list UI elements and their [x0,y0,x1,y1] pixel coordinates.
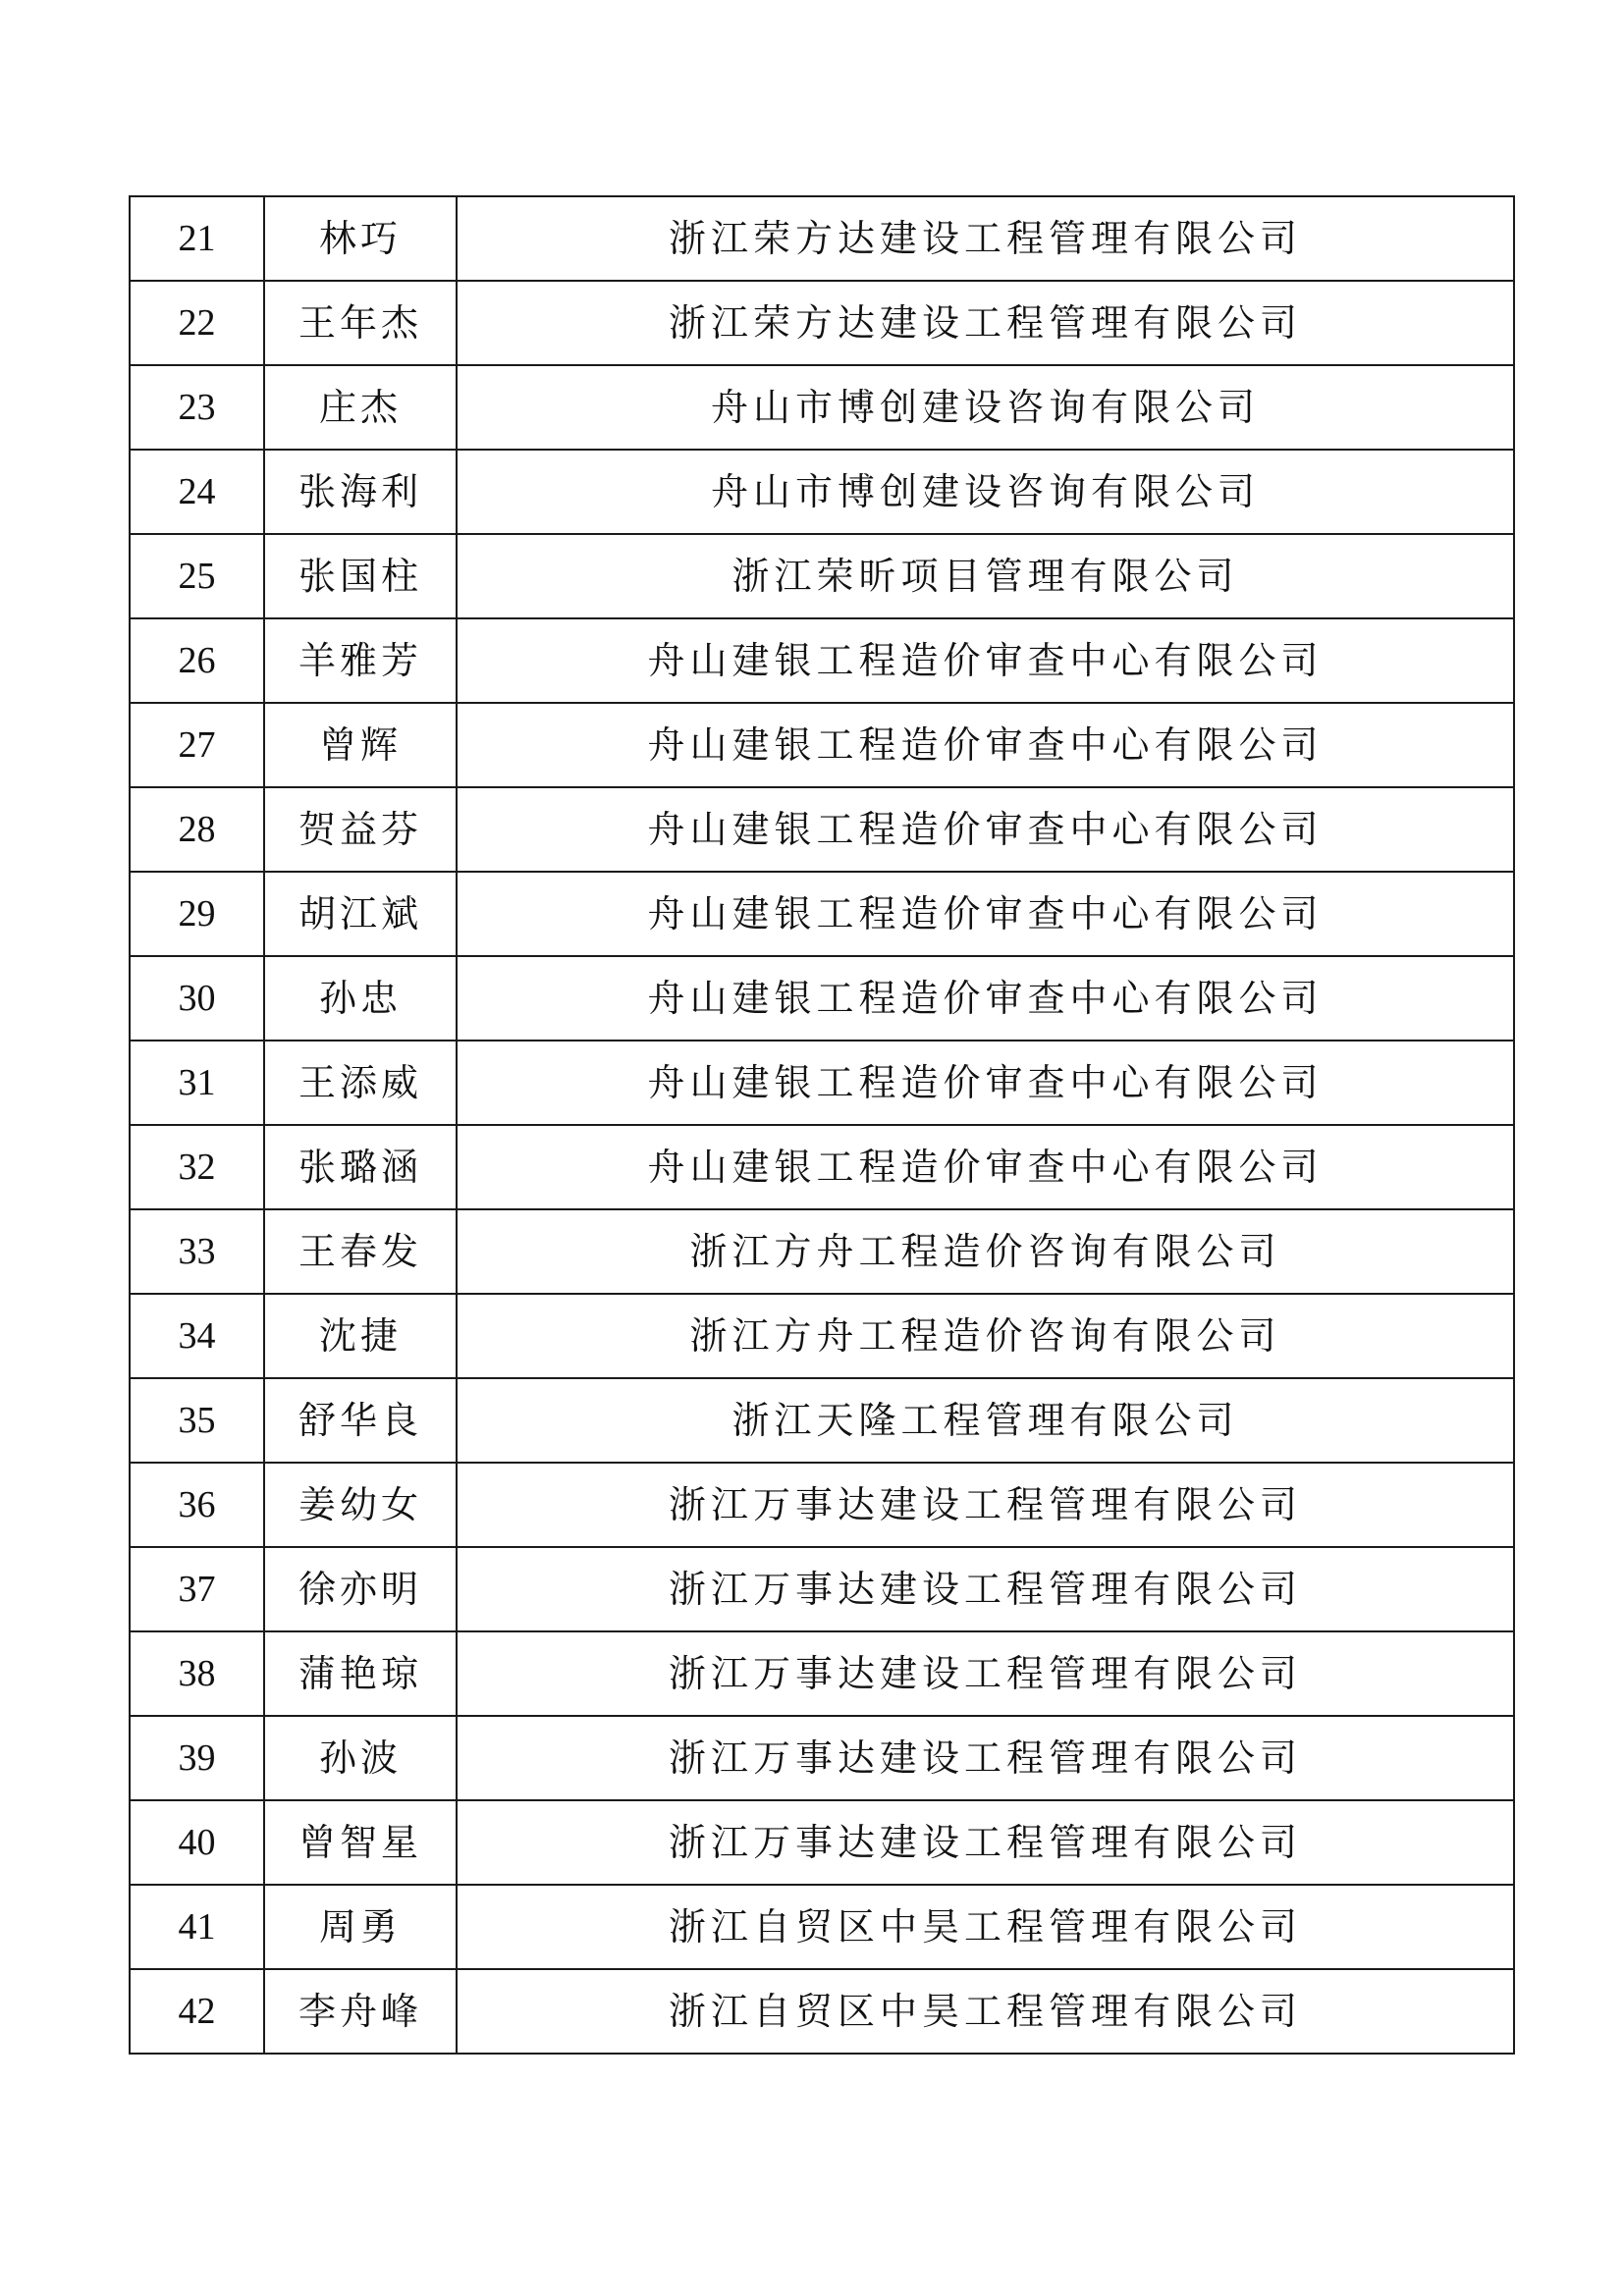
company-name: 舟山建银工程造价审查中心有限公司 [457,956,1514,1041]
table-row [130,1716,1514,1800]
company-name: 浙江荣昕项目管理有限公司 [457,534,1514,618]
company-name: 浙江天隆工程管理有限公司 [457,1378,1514,1463]
company-name: 舟山建银工程造价审查中心有限公司 [457,1125,1514,1209]
row-number: 34 [130,1294,264,1378]
table-row [130,1631,1514,1716]
person-name: 王春发 [264,1209,457,1294]
company-name: 浙江方舟工程造价咨询有限公司 [457,1209,1514,1294]
row-number: 29 [130,872,264,956]
company-name: 浙江万事达建设工程管理有限公司 [457,1463,1514,1547]
company-name: 舟山建银工程造价审查中心有限公司 [457,1041,1514,1125]
table-row [130,1800,1514,1885]
company-name: 浙江自贸区中昊工程管理有限公司 [457,1969,1514,2054]
company-name: 浙江方舟工程造价咨询有限公司 [457,1294,1514,1378]
row-number: 27 [130,703,264,787]
row-number: 24 [130,450,264,534]
row-number: 32 [130,1125,264,1209]
table-row [130,450,1514,534]
row-number: 40 [130,1800,264,1885]
company-name: 浙江荣方达建设工程管理有限公司 [457,281,1514,365]
company-name: 浙江自贸区中昊工程管理有限公司 [457,1885,1514,1969]
row-number: 42 [130,1969,264,2054]
person-name: 孙波 [264,1716,457,1800]
person-name: 沈捷 [264,1294,457,1378]
person-name: 贺益芬 [264,787,457,872]
table-row [130,196,1514,281]
table-row [130,703,1514,787]
company-name: 浙江荣方达建设工程管理有限公司 [457,196,1514,281]
row-number: 38 [130,1631,264,1716]
person-name: 舒华良 [264,1378,457,1463]
person-name: 胡江斌 [264,872,457,956]
row-number: 26 [130,618,264,703]
person-name: 张璐涵 [264,1125,457,1209]
row-number: 35 [130,1378,264,1463]
company-name: 浙江万事达建设工程管理有限公司 [457,1716,1514,1800]
company-name: 舟山市博创建设咨询有限公司 [457,450,1514,534]
person-name: 王添威 [264,1041,457,1125]
person-name: 蒲艳琼 [264,1631,457,1716]
row-number: 33 [130,1209,264,1294]
table-row [130,281,1514,365]
table-row [130,1969,1514,2054]
table-row [130,1041,1514,1125]
row-number: 39 [130,1716,264,1800]
row-number: 36 [130,1463,264,1547]
row-number: 21 [130,196,264,281]
table-row [130,534,1514,618]
person-name: 庄杰 [264,365,457,450]
person-name: 羊雅芳 [264,618,457,703]
row-number: 23 [130,365,264,450]
table-row [130,872,1514,956]
person-name: 徐亦明 [264,1547,457,1631]
table-row [130,1378,1514,1463]
person-name: 孙忠 [264,956,457,1041]
table-row [130,956,1514,1041]
company-name: 舟山建银工程造价审查中心有限公司 [457,787,1514,872]
person-name: 李舟峰 [264,1969,457,2054]
company-name: 舟山建银工程造价审查中心有限公司 [457,618,1514,703]
person-name: 周勇 [264,1885,457,1969]
person-name: 张国柱 [264,534,457,618]
person-name: 曾智星 [264,1800,457,1885]
row-number: 25 [130,534,264,618]
table-row [130,1885,1514,1969]
company-name: 浙江万事达建设工程管理有限公司 [457,1631,1514,1716]
row-number: 31 [130,1041,264,1125]
person-name: 王年杰 [264,281,457,365]
person-name: 林巧 [264,196,457,281]
person-name: 姜幼女 [264,1463,457,1547]
table-row [130,1125,1514,1209]
company-name: 舟山建银工程造价审查中心有限公司 [457,703,1514,787]
table-row [130,365,1514,450]
row-number: 30 [130,956,264,1041]
table-row [130,618,1514,703]
company-name: 舟山建银工程造价审查中心有限公司 [457,872,1514,956]
row-number: 41 [130,1885,264,1969]
person-name: 曾辉 [264,703,457,787]
company-name: 浙江万事达建设工程管理有限公司 [457,1547,1514,1631]
table-row [130,1547,1514,1631]
row-number: 22 [130,281,264,365]
table-row [130,1209,1514,1294]
row-number: 28 [130,787,264,872]
roster-table [129,195,1515,2055]
company-name: 舟山市博创建设咨询有限公司 [457,365,1514,450]
table-row [130,1463,1514,1547]
table-row [130,787,1514,872]
table-row [130,1294,1514,1378]
roster-table-body [130,196,1514,2054]
company-name: 浙江万事达建设工程管理有限公司 [457,1800,1514,1885]
row-number: 37 [130,1547,264,1631]
person-name: 张海利 [264,450,457,534]
